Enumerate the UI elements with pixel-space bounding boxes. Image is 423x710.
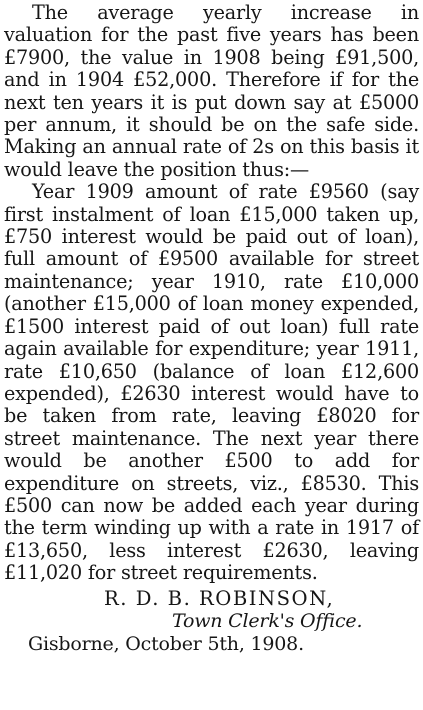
signature-block — [4, 587, 419, 656]
signature-name: R. D. B. ROBINSON, — [104, 586, 335, 610]
paragraph-valuation: The average yearly increase in valuation for the past five years has been £7900, the value in 1908 being £91,500, and in 1904 £52,000. Therefore if for the next ten years it is put down say at £5000 per annum, it should be on the safe side. Making an annual rate of 2s on this basis it would leave the position thus:— — [4, 1, 419, 181]
paragraph-rate-schedule: Year 1909 amount of rate £9560 (say first instalment of loan £15,000 taken up, £750 interest would be paid out of loan), full amount of £9500 available for street maintenance; year 1910, rate £10,000 (another £15,000 of loan money expended, £1500 interest paid of out loan) full rate again available for expenditure; year 1911, rate £10,650 (balance of loan £12,600 expended), £2630 interest would have to be taken from rate, leaving £8020 for street maintenance. The next year there would be another £500 to add for expenditure on streets, viz., £8530. This £500 can now be added each year during the term winding up with a rate in 1917 of £13,650, less interest £2630, leaving £11,020 for street requirements. — [4, 180, 419, 585]
signature-office: Town Clerk's Office. — [172, 609, 363, 632]
signature-dateline: Gisborne, October 5th, 1908. — [28, 632, 304, 655]
